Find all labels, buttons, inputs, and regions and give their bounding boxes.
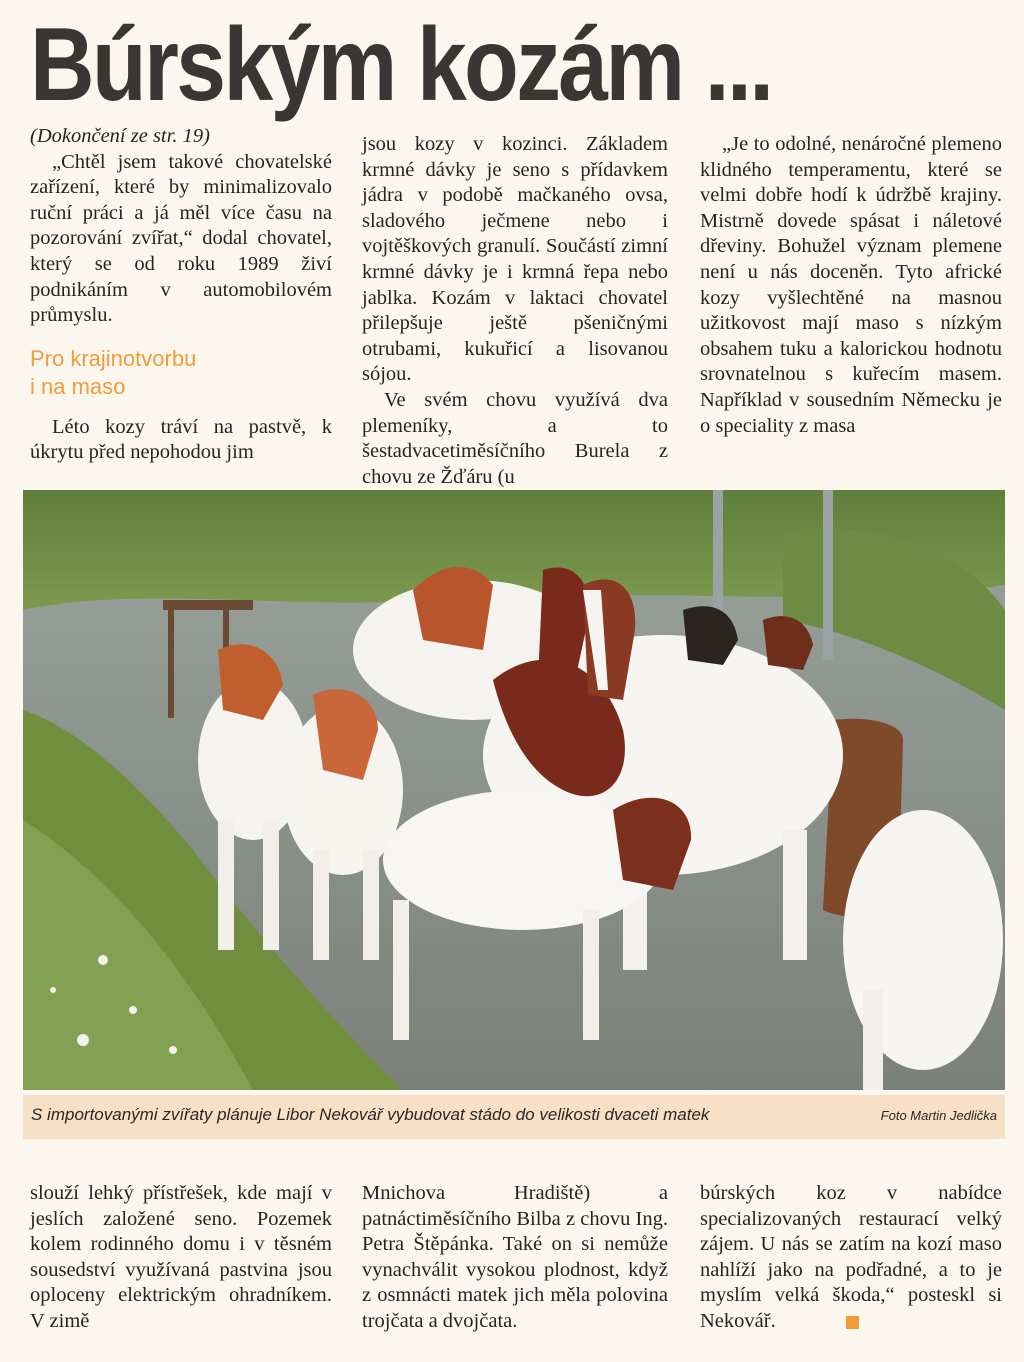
paragraph: Mnichova Hradiště) a patnáctiměsíčního Bilba z chovu Ing. Petra Štěpánka. Také on si nemůže vynachválit vysokou plodnost, když z osmnácti matek jich měla polovina trojčata a dvojčata.	[362, 1182, 668, 1332]
paragraph: Ve svém chovu využívá dva plemeníky, a to šestadvacetiměsíčního Burela z chovu ze Žďáru (u	[362, 388, 668, 488]
photo-caption-bar	[23, 1095, 1005, 1139]
paragraph: jsou kozy v kozinci. Základem krmné dávky je seno s přídavkem jádra v podobě mačkaného ovsa, sladového ječmene nebo i vojtěškových granulí. Součástí zimní krmné dávky je i krmná řepa nebo jablka. Kozám v laktaci chovatel přilepšuje ještě pšeničnými otrubami, kukuřicí a lisovanou sójou.	[362, 133, 668, 386]
paragraph: „Chtěl jsem takové chovatelské zařízení, které by minimalizovalo ruční práci a já měl více času na pozorování zvířat,“ dodal chovatel, který se od roku 1989 živí podnikáním v automobilovém průmyslu.	[30, 150, 332, 327]
paragraph	[700, 1181, 1002, 1335]
end-of-article-marker	[846, 1316, 859, 1329]
text-column-3	[700, 132, 1002, 439]
goats-photo-illustration	[23, 490, 1005, 1090]
goats-photo	[23, 490, 1005, 1090]
subheading-line-2: i na maso	[30, 373, 126, 399]
subheading	[30, 345, 332, 401]
subheading-line-1: Pro krajinotvorbu	[30, 345, 197, 371]
paragraph: „Je to odolné, nenáročné plemeno klidného temperamentu, které se velmi dobře hodí k údržbě krajiny. Mistrně dovede spásat i náletové dřeviny. Bohužel význam plemene není u nás doceněn. Tyto africké kozy vyšlechtěné na masnou užitkovost mají maso s nízkým obsahem tuku a kalorickou hodnotu srovnatelnou s kuřecím masem. Například v sousedním Německu je o speciality z masa	[700, 133, 1002, 437]
article-headline: Búrským kozám ...	[30, 7, 772, 123]
paragraph-text: búrských koz v nabídce specializovaných restaurací velký zájem. U nás se zatím na kozí maso nahlíží jako na podřadné, a to je myslím velká škoda,“ posteskl si Nekovář.	[700, 1182, 1002, 1332]
text-column-2	[362, 132, 668, 490]
continued-note: (Dokončení ze str. 19)	[30, 125, 210, 147]
photo-credit: Foto Martin Jedlička	[880, 1108, 997, 1123]
paragraph: Léto kozy tráví na pastvě, k úkrytu před nepohodou jim	[30, 415, 332, 464]
photo-caption: S importovanými zvířaty plánuje Libor Nekovář vybudovat stádo do velikosti dvaceti matek	[31, 1105, 710, 1124]
text-column-5	[362, 1181, 668, 1335]
text-column-4	[30, 1181, 332, 1335]
text-column-6	[700, 1181, 1002, 1335]
paragraph: slouží lehký přístřešek, kde mají v jeslích založené seno. Pozemek kolem rodinného domu i v těsném sousedství využívaná pastvina jsou oploceny elektrickým ohradníkem. V zimě	[30, 1182, 332, 1332]
text-column-1	[30, 124, 332, 466]
